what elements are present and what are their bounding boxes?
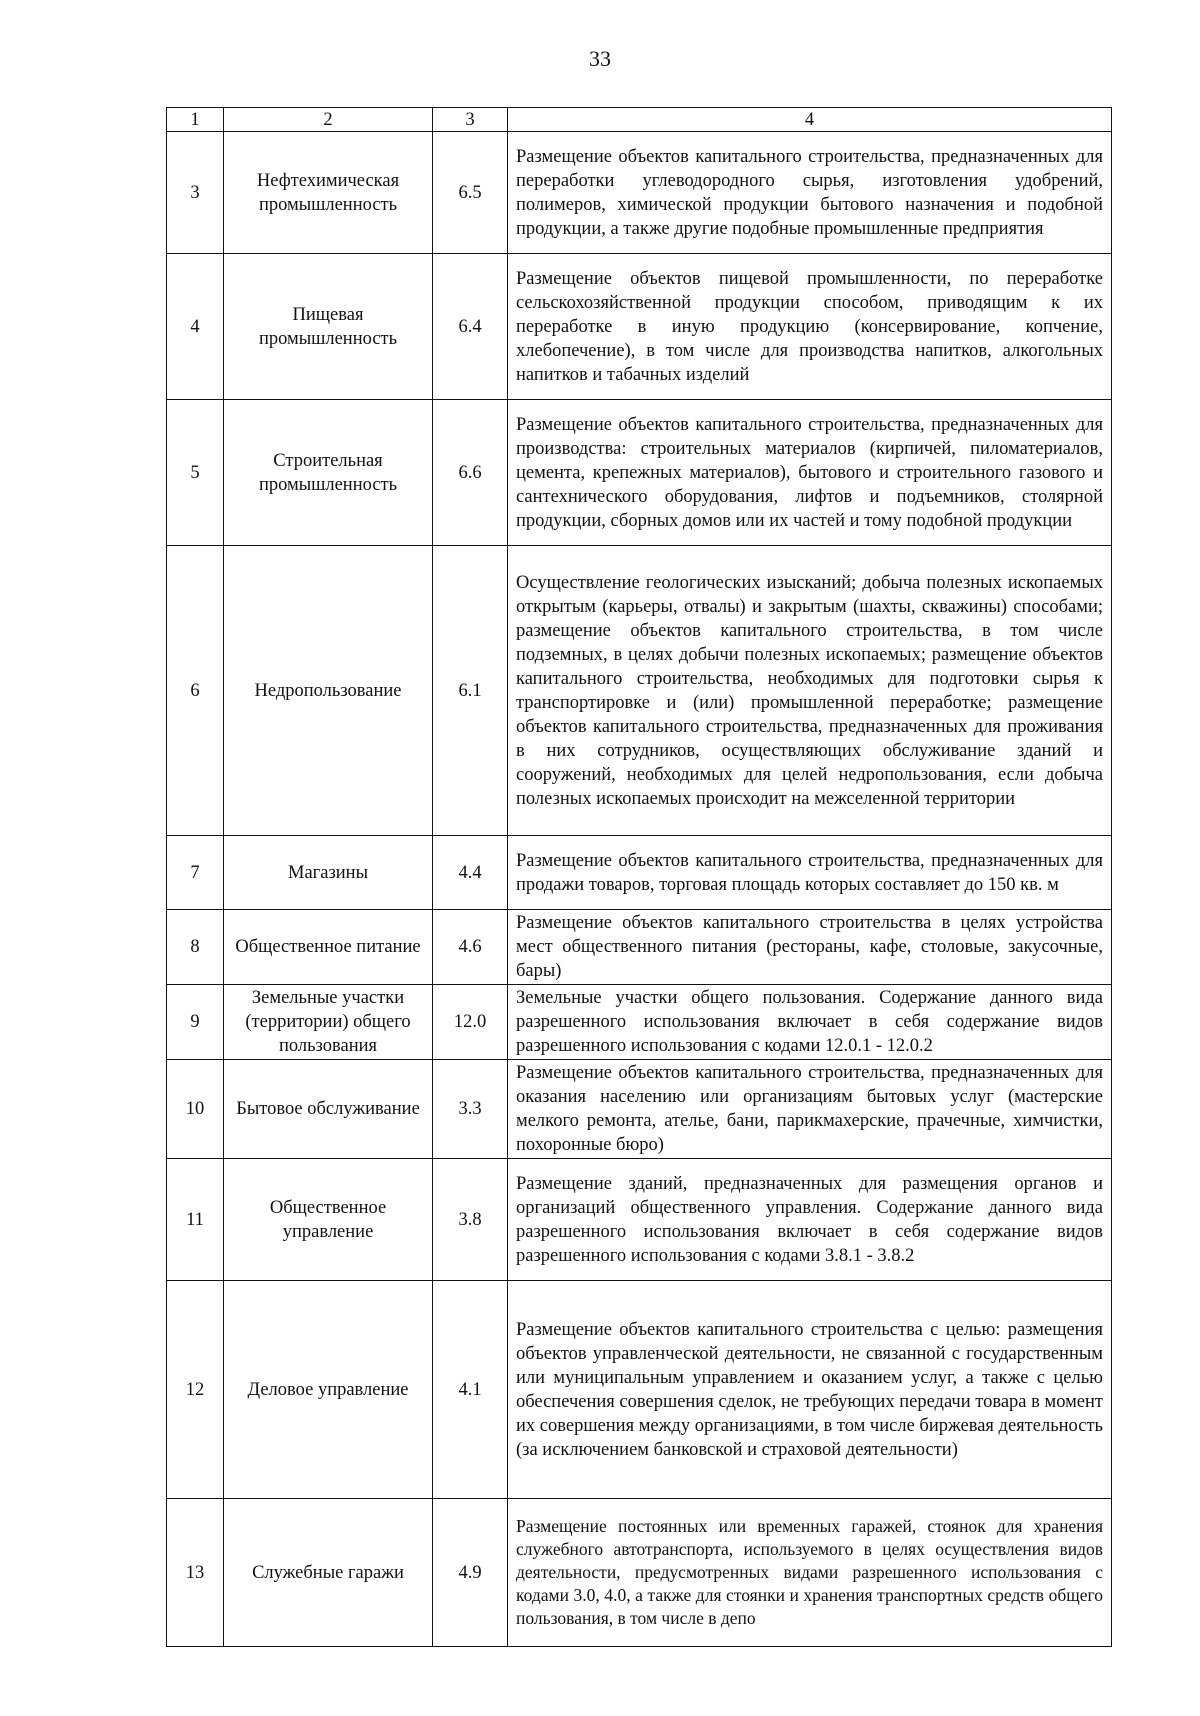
page-number: 33 xyxy=(589,46,611,71)
header-col-4: 4 xyxy=(508,108,1112,132)
use-type-name: Бытовое обслуживание xyxy=(224,1060,433,1159)
use-type-name: Пищевая промышленность xyxy=(224,254,433,400)
row-number: 5 xyxy=(167,400,224,546)
use-type-description: Размещение объектов капитального строительства, предназначенных для оказания населению или организациям бытовых услуг (мастерские мелкого ремонта, ателье, бани, парикмахерские, прачечные, химчистки, похоронные бюро) xyxy=(508,1060,1112,1159)
table-row xyxy=(167,546,1112,836)
row-number: 6 xyxy=(167,546,224,836)
table-row xyxy=(167,1159,1112,1281)
row-number: 11 xyxy=(167,1159,224,1281)
use-type-name: Недропользование xyxy=(224,546,433,836)
table-row xyxy=(167,254,1112,400)
row-number: 4 xyxy=(167,254,224,400)
use-type-code: 4.1 xyxy=(433,1281,508,1499)
use-type-name: Нефтехимическая промышленность xyxy=(224,132,433,254)
header-col-2: 2 xyxy=(224,108,433,132)
table-row xyxy=(167,1281,1112,1499)
use-type-description: Размещение зданий, предназначенных для размещения органов и организаций общественного управления. Содержание данного вида разрешенного использования включает в себя содержание видов разрешенного использования с кодами 3.8.1 - 3.8.2 xyxy=(508,1159,1112,1281)
use-type-name: Земельные участки (территории) общего пользования xyxy=(224,985,433,1060)
row-number: 9 xyxy=(167,985,224,1060)
table-row xyxy=(167,400,1112,546)
table-row xyxy=(167,910,1112,985)
use-type-description: Размещение объектов пищевой промышленности, по переработке сельскохозяйственной продукции способом, приводящим к их переработке в иную продукцию (консервирование, копчение, хлебопечение), в том числе для производства напитков, алкогольных напитков и табачных изделий xyxy=(508,254,1112,400)
table-header-row xyxy=(167,108,1112,132)
use-type-name: Строительная промышленность xyxy=(224,400,433,546)
use-type-code: 12.0 xyxy=(433,985,508,1060)
use-type-code: 4.9 xyxy=(433,1499,508,1647)
header-col-3: 3 xyxy=(433,108,508,132)
table-row xyxy=(167,836,1112,910)
use-type-name: Деловое управление xyxy=(224,1281,433,1499)
use-type-code: 4.6 xyxy=(433,910,508,985)
use-type-code: 3.8 xyxy=(433,1159,508,1281)
use-type-name: Общественное управление xyxy=(224,1159,433,1281)
row-number: 8 xyxy=(167,910,224,985)
use-type-name: Общественное питание xyxy=(224,910,433,985)
use-type-description: Размещение объектов капитального строительства, предназначенных для переработки углеводородного сырья, изготовления удобрений, полимеров, химической продукции бытового назначения и подобной продукции, а также другие подобные промышленные предприятия xyxy=(508,132,1112,254)
use-type-description: Размещение постоянных или временных гаражей, стоянок для хранения служебного автотранспорта, используемого в целях осуществления видов деятельности, предусмотренных видами разрешенного использования с кодами 3.0, 4.0, а также для стоянки и хранения транспортных средств общего пользования, в том числе в депо xyxy=(508,1499,1112,1647)
row-number: 3 xyxy=(167,132,224,254)
use-type-code: 6.4 xyxy=(433,254,508,400)
use-type-code: 6.1 xyxy=(433,546,508,836)
use-type-code: 6.6 xyxy=(433,400,508,546)
use-type-description: Размещение объектов капитального строительства, предназначенных для производства: строительных материалов (кирпичей, пиломатериалов, цемента, крепежных материалов), бытового и строительного газового и сантехнического оборудования, лифтов и подъемников, столярной продукции, сборных домов или их частей и тому подобной продукции xyxy=(508,400,1112,546)
use-type-description: Размещение объектов капитального строительства, предназначенных для продажи товаров, торговая площадь которых составляет до 150 кв. м xyxy=(508,836,1112,910)
row-number: 7 xyxy=(167,836,224,910)
land-use-table xyxy=(166,107,1112,1647)
use-type-description: Земельные участки общего пользования. Содержание данного вида разрешенного использования включает в себя содержание видов разрешенного использования с кодами 12.0.1 - 12.0.2 xyxy=(508,985,1112,1060)
table-row xyxy=(167,132,1112,254)
row-number: 12 xyxy=(167,1281,224,1499)
use-type-name: Служебные гаражи xyxy=(224,1499,433,1647)
use-type-code: 4.4 xyxy=(433,836,508,910)
row-number: 13 xyxy=(167,1499,224,1647)
table-row xyxy=(167,1060,1112,1159)
header-col-1: 1 xyxy=(167,108,224,132)
use-type-code: 3.3 xyxy=(433,1060,508,1159)
table-row xyxy=(167,985,1112,1060)
use-type-name: Магазины xyxy=(224,836,433,910)
use-type-description: Размещение объектов капитального строительства с целью: размещения объектов управленческой деятельности, не связанной с государственным или муниципальным управлением и оказанием услуг, а также с целью обеспечения совершения сделок, не требующих передачи товара в момент их совершения между организациями, в том числе биржевая деятельность (за исключением банковской и страховой деятельности) xyxy=(508,1281,1112,1499)
use-type-description: Осуществление геологических изысканий; добыча полезных ископаемых открытым (карьеры, отвалы) и закрытым (шахты, скважины) способами; размещение объектов капитального строительства, в том числе подземных, в целях добычи полезных ископаемых; размещение объектов капитального строительства, необходимых для подготовки сырья к транспортировке и (или) промышленной переработке; размещение объектов капитального строительства, предназначенных для проживания в них сотрудников, осуществляющих обслуживание зданий и сооружений, необходимых для целей недропользования, если добыча полезных ископаемых происходит на межселенной территории xyxy=(508,546,1112,836)
use-type-description: Размещение объектов капитального строительства в целях устройства мест общественного питания (рестораны, кафе, столовые, закусочные, бары) xyxy=(508,910,1112,985)
use-type-code: 6.5 xyxy=(433,132,508,254)
table-row xyxy=(167,1499,1112,1647)
row-number: 10 xyxy=(167,1060,224,1159)
